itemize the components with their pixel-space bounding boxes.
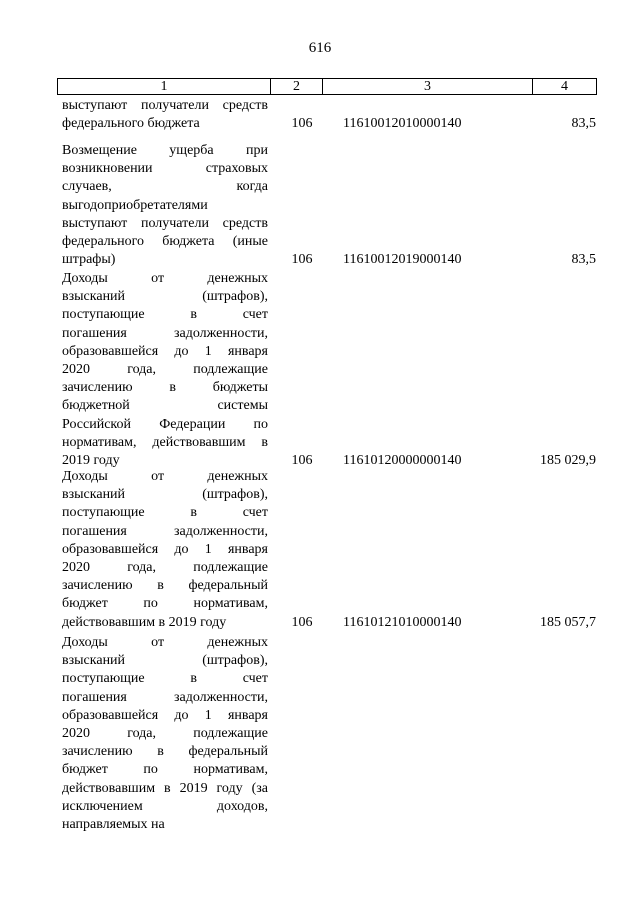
header-col-2: 2 <box>271 79 323 94</box>
header-col-4: 4 <box>561 79 568 94</box>
row-admin-code: 106 <box>291 453 313 468</box>
row-description <box>62 468 268 632</box>
table-header <box>57 78 597 95</box>
description-line: нормативам, действовавшим в <box>62 434 268 450</box>
description-line: бюджет по нормативам, <box>62 762 268 778</box>
description-line: исключением доходов, <box>62 798 268 814</box>
description-line: образовавшейся до 1 января <box>62 707 268 723</box>
description-line: штрафы) <box>62 252 116 268</box>
description-line: бюджетной системы <box>62 398 268 414</box>
row-amount: 83,5 <box>571 116 596 132</box>
header-col-1: 1 <box>58 79 271 94</box>
description-line: Российской Федерации по <box>62 416 268 432</box>
description-line: поступающие в счет <box>62 671 268 687</box>
description-line: бюджет по нормативам, <box>62 596 268 612</box>
description-line: Возмещение ущерба при <box>62 143 268 158</box>
row-budget-code: 11610120000000140 <box>343 453 462 468</box>
row-admin-code: 106 <box>291 614 313 630</box>
description-line: зачислению в федеральный <box>62 744 268 760</box>
row-description <box>62 634 268 834</box>
description-line: федерального бюджета (иные <box>62 233 268 249</box>
row-amount: 83,5 <box>571 252 596 268</box>
row-budget-code: 11610012019000140 <box>343 252 462 268</box>
row-amount: 185 057,7 <box>540 614 596 630</box>
description-line: погашения задолженности, <box>62 325 268 341</box>
row-admin-code: 106 <box>291 116 313 132</box>
description-line: действовавшим в 2019 году (за <box>62 780 268 796</box>
description-line: погашения задолженности, <box>62 689 268 705</box>
description-line: поступающие в счет <box>62 307 268 323</box>
description-line: 2020 года, подлежащие <box>62 361 268 377</box>
row-description <box>62 97 268 133</box>
description-line: взысканий (штрафов), <box>62 653 268 669</box>
row-description <box>62 270 268 470</box>
description-line: Доходы от денежных <box>62 469 268 484</box>
description-line: поступающие в счет <box>62 505 268 521</box>
description-line: зачислению в федеральный <box>62 578 268 594</box>
description-line: направляемых на <box>62 816 165 832</box>
description-line: 2020 года, подлежащие <box>62 559 268 575</box>
description-line: случаев, когда <box>62 179 268 195</box>
description-line: взысканий (штрафов), <box>62 487 268 503</box>
header-col-3: 3 <box>323 79 533 94</box>
description-line: возникновении страховых <box>62 161 268 177</box>
description-line: выгодоприобретателями <box>62 197 208 213</box>
description-line: зачислению в бюджеты <box>62 380 268 396</box>
description-line: Доходы от денежных <box>62 271 268 286</box>
description-line: образовавшейся до 1 января <box>62 541 268 557</box>
description-line: федерального бюджета <box>62 116 200 132</box>
description-line: 2020 года, подлежащие <box>62 725 268 741</box>
description-line: выступают получатели средств <box>62 98 268 113</box>
description-line: 2019 году <box>62 452 120 468</box>
description-line: взысканий (штрафов), <box>62 289 268 305</box>
description-line: действовавшим в 2019 году <box>62 614 227 630</box>
row-description <box>62 142 268 269</box>
description-line: Доходы от денежных <box>62 635 268 650</box>
row-amount: 185 029,9 <box>540 453 596 468</box>
row-budget-code: 11610121010000140 <box>343 614 462 630</box>
description-line: выступают получатели средств <box>62 215 268 231</box>
page-number: 616 <box>308 40 332 56</box>
row-budget-code: 11610012010000140 <box>343 116 462 132</box>
description-line: погашения задолженности, <box>62 523 268 539</box>
description-line: образовавшейся до 1 января <box>62 343 268 359</box>
row-admin-code: 106 <box>291 252 313 268</box>
